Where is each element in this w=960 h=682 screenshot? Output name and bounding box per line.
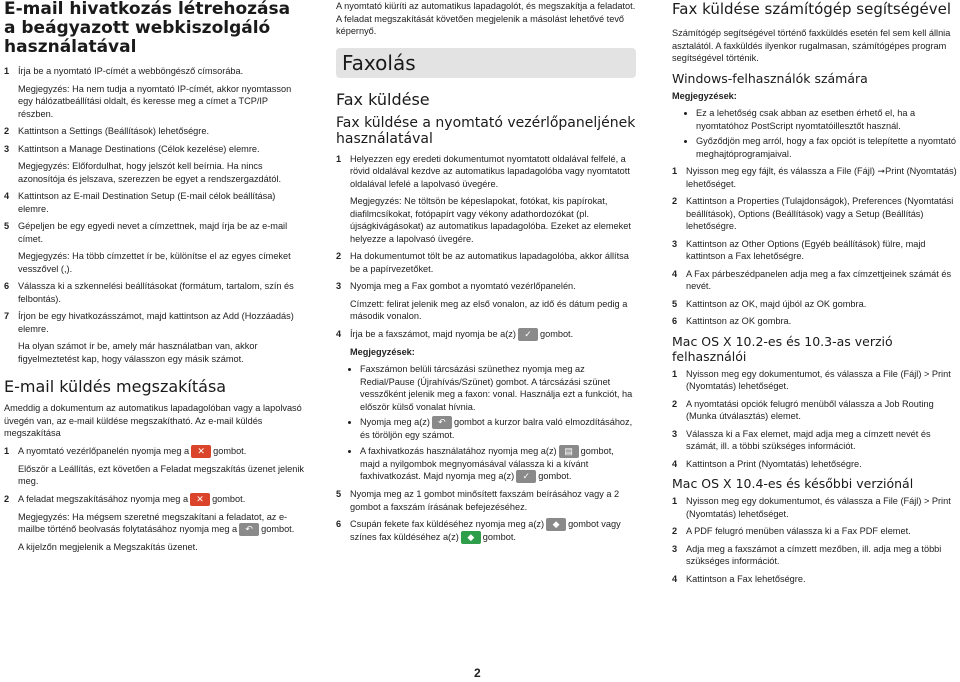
notes-list bbox=[350, 363, 636, 483]
notes-label: Megjegyzések: bbox=[672, 90, 737, 101]
back-icon: ↶ bbox=[239, 523, 259, 536]
step-1: 1 Írja be a nyomtató IP-címét a webböngésző címsorába. bbox=[4, 66, 244, 76]
step-5: 5 Gépeljen be egy egyedi nevet a címzettnek, majd írja be az e-mail címet. bbox=[4, 221, 288, 244]
step-6: 6 Kattintson az OK gombra. bbox=[672, 316, 792, 326]
note: Megjegyzés: Ha több címzettet ír be, különítse el az egyes címeket vesszővel (,). bbox=[18, 251, 291, 274]
list-item: • A faxhivatkozás használatához nyomja meg a(z) ▤ gombot, majd a nyilgombok megnyomásával válassza ki a kívánt faxhivatkozást. Majd nyomja meg a(z) ✓ gombot. bbox=[360, 445, 636, 484]
note: Megjegyzés: Ha mégsem szeretné megszakítani a feladatot, az e-mailbe történő beolvasás folytatásához nyomja meg a ↶ gombot. bbox=[18, 511, 295, 535]
step-4: 4 Kattintson a Print (Nyomtatás) lehetőségre. bbox=[672, 458, 862, 469]
column-3 bbox=[672, 0, 957, 590]
step-7: 7 Írjon be egy hivatkozásszámot, majd kattintson az Add (Hozzáadás) elemre. bbox=[4, 311, 294, 334]
paragraph: Ha olyan számot ír be, amely már használatban van, akkor figyelmeztetést kap, hogy válasszon egy másik számot. bbox=[18, 341, 258, 364]
color-start-icon: ◆ bbox=[461, 531, 481, 544]
step-2: 2 Kattintson a Properties (Tulajdonságok), Preferences (Nyomtatási beállítások), Options (Beállítások) vagy a Setup (Beállítás) lehetőségre. bbox=[672, 196, 954, 231]
address-book-icon: ▤ bbox=[559, 445, 579, 458]
sub-heading: Mac OS X 10.2-es és 10.3-as verzió felhasználói bbox=[672, 333, 893, 364]
paragraph: Ameddig a dokumentum az automatikus lapadagolóban vagy a lapolvasó üvegén van, az e-mail küldése megszakítható. Az e-mail küldés megszakítása bbox=[4, 403, 302, 438]
step-4: 4 Kattintson az E-mail Destination Setup (E-mail célok beállítása) elemre. bbox=[4, 191, 276, 214]
step-6: 6 Válassza ki a szkennelési beállításokat (formátum, tartalom, szín és felbontás). bbox=[4, 281, 294, 304]
sub-heading: Mac OS X 10.4-es és későbbi verziónál bbox=[672, 476, 914, 491]
step-1: 1 Nyisson meg egy dokumentumot, és válassza a File (Fájl) > Print (Nyomtatás) lehetőséget. bbox=[672, 368, 951, 391]
note: Megjegyzés: Ha nem tudja a nyomtató IP-címét, akkor nyomtasson egy hálózatbeállítási oldalt, és keresse meg a címet a TCP/IP részben. bbox=[18, 83, 292, 119]
black-start-icon: ◆ bbox=[546, 518, 566, 531]
step-3: 3 Adja meg a faxszámot a címzett mezőben, ill. adja meg a többi szükséges információt. bbox=[672, 543, 942, 566]
list-item: • Győződjön meg arról, hogy a fax opciót is telepítette a nyomtató meghajtóprogramjaival. bbox=[696, 135, 957, 160]
paragraph: Számítógép segítségével történő faxküldés esetén fel sem kell állnia asztalától. A faxküldés ilyenkor rugalmasan, számítógépes program segítségével történik. bbox=[672, 28, 951, 63]
step-3: 3 Kattintson az Other Options (Egyéb beállítások) fülre, majd kattintson a Fax lehetőségre. bbox=[672, 238, 926, 261]
step-2: 2 A PDF felugró menüben válassza ki a Fax PDF elemet. bbox=[672, 526, 911, 536]
page-number: 2 bbox=[474, 666, 481, 680]
list-item: • Ez a lehetőség csak abban az esetben érhető el, ha a nyomtatóhoz PostScript nyomtatóillesztőt használ. bbox=[696, 107, 957, 132]
step-4: 4 Kattintson a Fax lehetőségre. bbox=[672, 573, 806, 584]
list-item: • Faxszámon belüli tárcsázási szünethez nyomja meg az Redial/Pause (Újrahívás/Szünet) gombot. A tárcsázási szünet vesszőként jelenik meg a faxon: vonal. Használja ezt a funkciót, ha először külső vonalat hívnia. bbox=[360, 363, 636, 413]
step-3: 3 Válassza ki a Fax elemet, majd adja meg a címzett nevét és számát, ill. a többi szükséges információt. bbox=[672, 428, 931, 451]
section-heading: E-mail küldés megszakítása bbox=[4, 377, 227, 396]
check-icon: ✓ bbox=[518, 328, 538, 341]
stop-icon: ✕ bbox=[191, 445, 211, 458]
step-1: 1 Nyisson meg egy dokumentumot, és válassza a File (Fájl) > Print (Nyomtatás) lehetőséget. bbox=[672, 496, 951, 519]
back-icon: ↶ bbox=[432, 416, 452, 429]
step-5: 5 Kattintson az OK, majd újból az OK gombra. bbox=[672, 298, 867, 309]
check-icon: ✓ bbox=[516, 470, 536, 483]
sub-heading: Fax küldése a nyomtató vezérlőpaneljének használatával bbox=[336, 114, 636, 147]
cancel-step-2: 2 A feladat megszakításához nyomja meg a ✕ gombot. bbox=[4, 493, 246, 504]
notes-label: Megjegyzések: bbox=[350, 346, 415, 357]
sub-heading: Windows-felhasználók számára bbox=[672, 70, 868, 86]
cancel-step-1: 1 A nyomtató vezérlőpanelén nyomja meg a ✕ gombot. bbox=[4, 445, 247, 456]
step-4: 4 Írja be a faxszámot, majd nyomja be a(z) ✓ gombot. bbox=[336, 328, 574, 339]
paragraph: A kijelzőn megjelenik a Megszakítás üzenet. bbox=[18, 542, 198, 553]
notes-list bbox=[686, 107, 957, 160]
section-title: Fax küldése számítógép segítségével bbox=[672, 0, 951, 18]
list-item: • Nyomja meg a(z) ↶ gombot a kurzor balra való elmozdításához, és töröljön egy számot. bbox=[360, 416, 636, 442]
note: Címzett: felirat jelenik meg az első vonalon, az idő és dátum pedig a második vonalon. bbox=[350, 298, 628, 321]
note: Megjegyzés: Előfordulhat, hogy jelszót kell beírnia. Ha nincs azonosítója és jelszava, szerezzen be egyet a rendszergazdától. bbox=[18, 161, 282, 184]
note: Megjegyzés: Ne töltsön be képeslapokat, fotókat, kis papírokat, diafilmcsíkokat, fotópapírt vagy vékony adathordozókat (pl. újságkivágásokat) az automatikus lapadagolóba. Ezeket az elemeket helyezze a lapolvasó üvegére. bbox=[350, 196, 631, 244]
column-2 bbox=[336, 0, 636, 549]
section-title: E-mail hivatkozás létrehozása a beágyazott webkiszolgáló használatával bbox=[4, 0, 291, 57]
paragraph: A nyomtató kiüríti az automatikus lapadagolót, és megszakítja a feladatot. A feladat megszakítását követően megjelenik a másolást lehetővé tevő képernyő. bbox=[336, 1, 636, 36]
step-6: 6 Csupán fekete fax küldéséhez nyomja meg a(z) ◆ gombot vagy színes fax küldéséhez a(z) ◆ gombot. bbox=[336, 519, 621, 543]
step-2: 2 Ha dokumentumot tölt be az automatikus lapadagolóba, akkor állítsa be a papírvezetőket. bbox=[336, 251, 629, 274]
section-heading: Fax küldése bbox=[336, 89, 430, 109]
step-5: 5 Nyomja meg az 1 gombot minősített faxszám beírásához vagy a 2 gombot a faxszám írásának befejezéséhez. bbox=[336, 489, 620, 512]
column-1 bbox=[4, 0, 304, 559]
step-4: 4 A Fax párbeszédpanelen adja meg a fax címzettjeinek számát és nevét. bbox=[672, 268, 952, 291]
step-3: 3 Kattintson a Manage Destinations (Célok kezelése) elemre. bbox=[4, 143, 260, 154]
chapter-banner: Faxolás bbox=[336, 48, 636, 78]
step-1: 1 Nyisson meg egy fájlt, és válassza a File (Fájl) ➞Print (Nyomtatás) lehetőséget. bbox=[672, 166, 957, 189]
step-2: 2 A nyomtatási opciók felugró menüből válassza a Job Routing (Munka útválasztás) elemet. bbox=[672, 398, 934, 421]
step-3: 3 Nyomja meg a Fax gombot a nyomtató vezérlőpanelén. bbox=[336, 281, 576, 291]
stop-icon: ✕ bbox=[190, 493, 210, 506]
step-1: 1 Helyezzen egy eredeti dokumentumot nyomtatott oldalával felfelé, a rövid oldalával kezdve az automatikus lapadagolóba vagy nyomtatott oldalával lefelé a lapolvasó üvegére. bbox=[336, 153, 630, 189]
step-2: 2 Kattintson a Settings (Beállítások) lehetőségre. bbox=[4, 126, 210, 136]
paragraph: Először a Leállítás, ezt követően a Feladat megszakítás üzenet jelenik meg. bbox=[18, 463, 304, 487]
